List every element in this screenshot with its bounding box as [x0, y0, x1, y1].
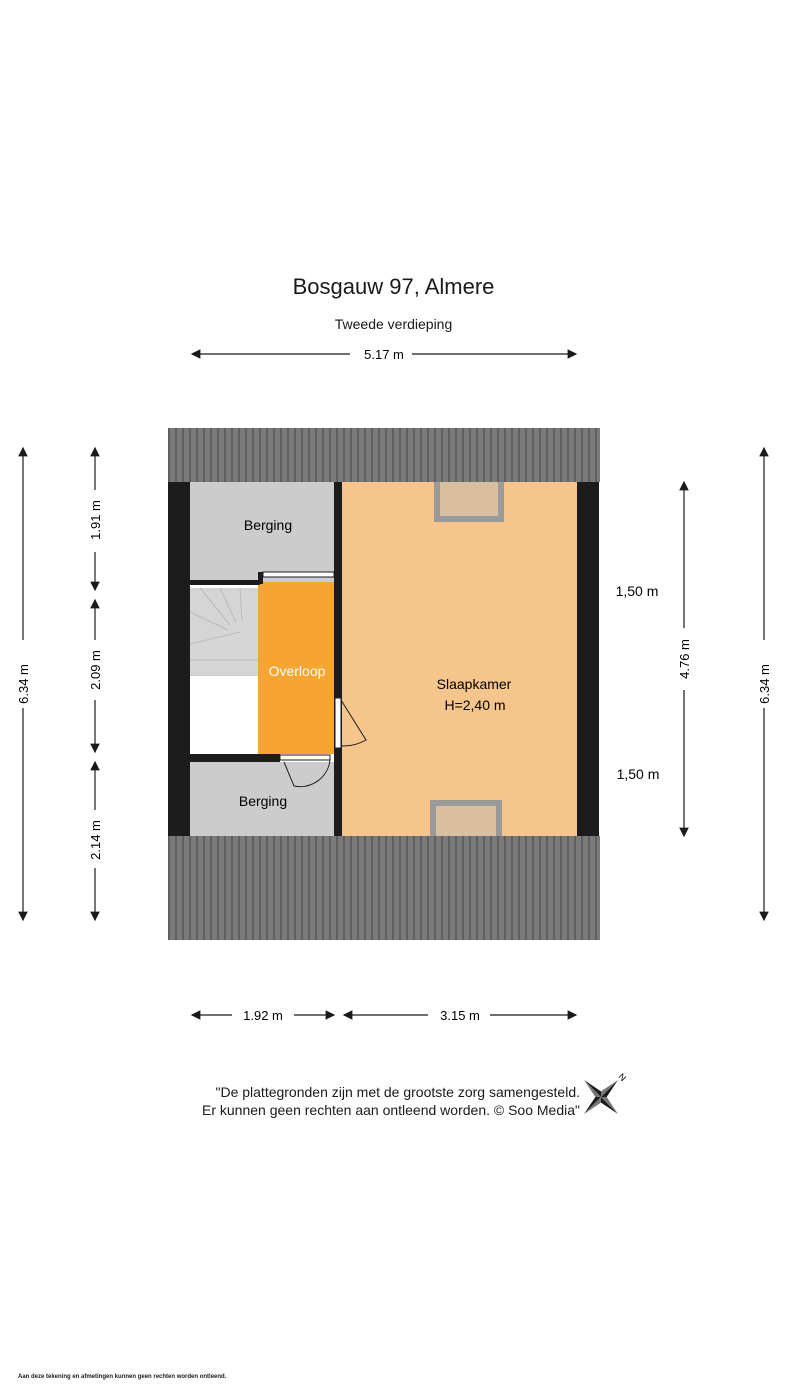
dimension-label: 1.91 m	[88, 500, 103, 540]
dimension-total-width	[192, 347, 576, 362]
skylight-bottom	[430, 800, 502, 836]
dimension-label: 2.14 m	[88, 820, 103, 860]
staircase	[190, 588, 258, 754]
dimension-left-width	[192, 1008, 334, 1023]
dimension-label: 6.34 m	[757, 664, 772, 704]
wall-left	[168, 482, 190, 836]
room-label-overloop: Overloop	[268, 663, 326, 679]
room-label-berging-bottom: Berging	[238, 793, 288, 809]
dimension-label: 5.17 m	[364, 347, 404, 362]
dimension-label: 4.76 m	[677, 639, 692, 679]
wall-stair-top	[190, 580, 260, 585]
dimension-berging-top	[88, 448, 103, 590]
dimension-total-depth-left	[16, 448, 31, 920]
room-slaapkamer	[342, 482, 577, 836]
roof-bottom	[168, 836, 600, 940]
dimension-berging-bottom	[88, 762, 103, 920]
dimension-slaapkamer-depth	[677, 482, 692, 836]
wall-stair-bottom	[190, 754, 280, 762]
door-slaapkamer	[335, 698, 341, 748]
room-height-slaapkamer: H=2,40 m	[444, 697, 506, 713]
compass-north-label: N	[616, 1071, 629, 1084]
dimension-right-width	[344, 1008, 576, 1023]
dimension-label: 3.15 m	[440, 1008, 480, 1023]
disclaimer-line-1: "De plattegronden zijn met de grootste zorg samengesteld.	[215, 1084, 580, 1100]
wall-right	[577, 482, 599, 836]
wall-center	[334, 482, 342, 836]
skylight-top	[434, 482, 504, 522]
dimension-dormer-bottom: 1,50 m	[616, 766, 660, 782]
dimension-label: 1.92 m	[243, 1008, 283, 1023]
door-berging-bottom	[280, 755, 330, 760]
door-overloop-top	[263, 572, 334, 577]
disclaimer-line-2: Er kunnen geen rechten aan ontleend worden. © Soo Media"	[202, 1102, 580, 1118]
dimension-total-depth-right	[757, 448, 772, 920]
floor-label: Tweede verdieping	[334, 316, 453, 332]
disclaimer	[150, 1083, 580, 1119]
footer-note: Aan deze tekening en afmetingen kunnen geen rechten worden ontleend.	[18, 1374, 227, 1380]
room-label-slaapkamer: Slaapkamer	[436, 676, 512, 692]
page-title: Bosgauw 97, Almere	[292, 274, 495, 299]
room-label-berging-top: Berging	[243, 517, 293, 533]
dimension-label: 2.09 m	[88, 650, 103, 690]
roof-top	[168, 428, 600, 482]
dimension-label: 6.34 m	[16, 664, 31, 704]
dimension-overloop	[88, 600, 103, 752]
dimension-dormer-top: 1,50 m	[615, 583, 659, 599]
